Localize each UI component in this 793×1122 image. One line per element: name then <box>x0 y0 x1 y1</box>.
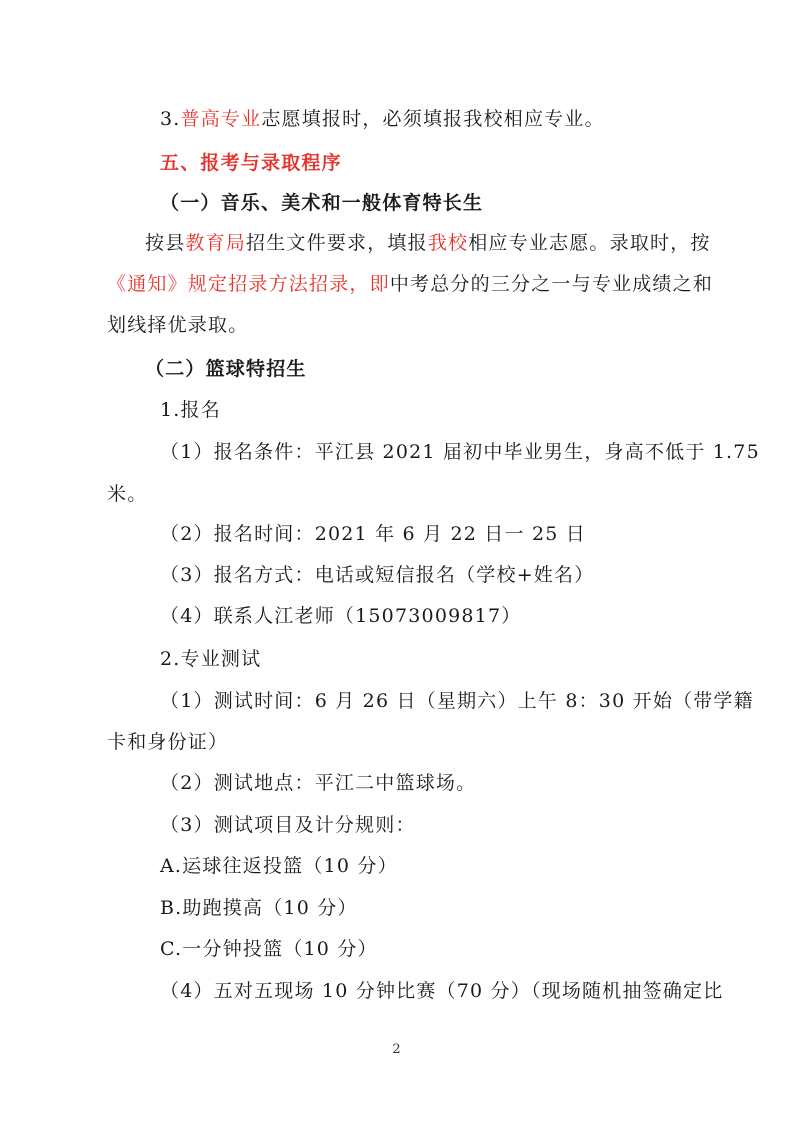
highlight-notice-method: 《通知》规定招录方法招录，即 <box>107 273 390 295</box>
test-item-c: C.一分钟投篮（10 分） <box>160 938 378 960</box>
text-segment: 中考总分的三分之一与专业成绩之和 <box>389 273 714 295</box>
highlight-education-bureau: 教育局 <box>185 232 247 254</box>
page-number: 2 <box>392 1042 401 1057</box>
note-text: 志愿填报时，必须填报我校相应专业。 <box>261 108 605 130</box>
paragraph-volunteer-note <box>160 107 605 131</box>
registration-condition: （1）报名条件：平江县 2021 届初中毕业男生，身高不低于 1.75 <box>160 441 760 463</box>
section-heading-5: 五、报考与录取程序 <box>160 152 342 174</box>
text-segment: 按县 <box>145 232 186 254</box>
registration-contact: （4）联系人江老师（15073009817） <box>160 605 522 627</box>
test-time: （1）测试时间：6 月 26 日（星期六）上午 8：30 开始（带学籍 <box>160 690 754 712</box>
test-location: （2）测试地点：平江二中篮球场。 <box>160 772 477 794</box>
test-item-a: A.运球往返投篮（10 分） <box>160 855 398 877</box>
step-registration: 1.报名 <box>160 399 221 421</box>
paragraph-line-2 <box>107 272 713 296</box>
highlight-general-high-major: 普高专业 <box>180 108 262 130</box>
test-items-heading: （3）测试项目及计分规则： <box>160 814 416 836</box>
highlight-our-school: 我校 <box>427 232 469 254</box>
test-item-b: B.助跑摸高（10 分） <box>160 897 358 919</box>
step-professional-test: 2.专业测试 <box>160 648 262 670</box>
registration-condition-cont: 米。 <box>107 483 148 505</box>
item-number: 3. <box>160 108 181 130</box>
test-match: （4）五对五现场 10 分钟比赛（70 分）（现场随机抽签确定比 <box>160 980 724 1002</box>
registration-time: （2）报名时间：2021 年 6 月 22 日一 25 日 <box>160 523 586 545</box>
text-segment: 相应专业志愿。录取时，按 <box>468 232 711 254</box>
text-segment: 招生文件要求，填报 <box>246 232 428 254</box>
paragraph-line-3: 划线择优录取。 <box>107 314 249 336</box>
test-time-cont: 卡和身份证） <box>107 731 229 753</box>
subsection-heading-basketball: （二）篮球特招生 <box>145 358 307 380</box>
subsection-heading-art: （一）音乐、美术和一般体育特长生 <box>160 192 484 214</box>
registration-method: （3）报名方式：电话或短信报名（学校+姓名） <box>160 564 595 586</box>
paragraph-line-1 <box>145 231 711 255</box>
